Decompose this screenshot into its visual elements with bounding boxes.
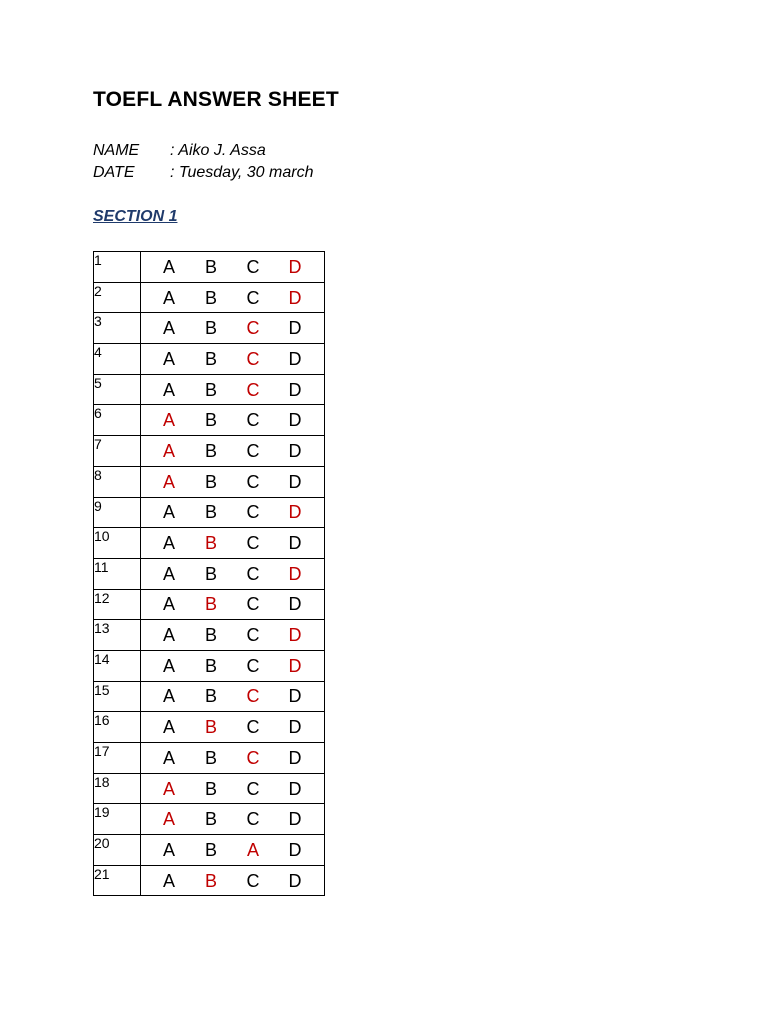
answer-row	[94, 804, 325, 835]
date-row	[93, 164, 313, 182]
answer-option: D	[288, 809, 302, 830]
name-label: NAME	[93, 142, 140, 159]
question-number: 11	[94, 558, 141, 589]
answer-option: C	[246, 440, 260, 461]
name-value: : Aiko J. Assa	[170, 142, 266, 159]
answer-row	[94, 374, 325, 405]
answer-option: D	[288, 318, 302, 339]
answer-option: B	[204, 809, 218, 830]
answer-option: A	[162, 870, 176, 891]
answer-option: A	[162, 533, 176, 554]
answer-option: D	[288, 440, 302, 461]
answer-option: B	[204, 379, 218, 400]
answer-option: D	[288, 410, 302, 431]
answer-option: C	[246, 287, 260, 308]
answer-row	[94, 835, 325, 866]
answer-option: D	[288, 870, 302, 891]
answer-option: C	[246, 717, 260, 738]
answer-option: D	[288, 778, 302, 799]
answer-row	[94, 466, 325, 497]
answer-option: D	[288, 471, 302, 492]
selected-answer-option: B	[204, 870, 218, 891]
question-number: 8	[94, 466, 141, 497]
question-number: 14	[94, 650, 141, 681]
answer-choices	[141, 313, 325, 344]
answer-option: A	[162, 655, 176, 676]
answer-option: C	[246, 533, 260, 554]
answer-option: B	[204, 287, 218, 308]
answer-option: A	[162, 563, 176, 584]
selected-answer-option: D	[288, 287, 302, 308]
selected-answer-option: C	[246, 348, 260, 369]
answer-option: D	[288, 747, 302, 768]
answer-choices	[141, 650, 325, 681]
name-row	[93, 142, 266, 160]
question-number: 6	[94, 405, 141, 436]
answer-option: A	[162, 625, 176, 646]
answer-choices	[141, 405, 325, 436]
question-number: 15	[94, 681, 141, 712]
answer-option: D	[288, 379, 302, 400]
answer-option: A	[162, 747, 176, 768]
answer-option: B	[204, 440, 218, 461]
answer-option: D	[288, 839, 302, 860]
date-label: DATE	[93, 164, 135, 181]
answer-row	[94, 528, 325, 559]
answer-option: D	[288, 686, 302, 707]
answer-option: B	[204, 502, 218, 523]
question-number: 5	[94, 374, 141, 405]
answer-option: C	[246, 502, 260, 523]
selected-answer-option: D	[288, 563, 302, 584]
answer-option: A	[162, 348, 176, 369]
answer-option: A	[162, 502, 176, 523]
answer-option: A	[162, 379, 176, 400]
selected-answer-option: D	[288, 502, 302, 523]
question-number: 2	[94, 282, 141, 313]
answer-option: C	[246, 870, 260, 891]
question-number: 16	[94, 712, 141, 743]
answer-option: C	[246, 778, 260, 799]
answer-option: D	[288, 717, 302, 738]
selected-answer-option: B	[204, 594, 218, 615]
question-number: 1	[94, 252, 141, 283]
answer-option: B	[204, 625, 218, 646]
answer-row	[94, 436, 325, 467]
answer-option: C	[246, 410, 260, 431]
selected-answer-option: C	[246, 747, 260, 768]
answer-option: C	[246, 471, 260, 492]
answer-choices	[141, 773, 325, 804]
answer-option: A	[162, 686, 176, 707]
answer-choices	[141, 497, 325, 528]
answer-option: A	[162, 256, 176, 277]
answer-choices	[141, 436, 325, 467]
answer-table-body	[94, 252, 325, 896]
question-number: 20	[94, 835, 141, 866]
question-number: 3	[94, 313, 141, 344]
answer-choices	[141, 620, 325, 651]
question-number: 10	[94, 528, 141, 559]
question-number: 18	[94, 773, 141, 804]
selected-answer-option: B	[204, 717, 218, 738]
answer-option: C	[246, 809, 260, 830]
question-number: 12	[94, 589, 141, 620]
answer-option: B	[204, 318, 218, 339]
answer-option: D	[288, 348, 302, 369]
answer-row	[94, 313, 325, 344]
selected-answer-option: A	[162, 809, 176, 830]
answer-option: B	[204, 747, 218, 768]
answer-option: A	[162, 839, 176, 860]
answer-choices	[141, 804, 325, 835]
sheet-title: TOEFL ANSWER SHEET	[93, 88, 339, 111]
selected-answer-option: C	[246, 379, 260, 400]
answer-option: C	[246, 655, 260, 676]
answer-row	[94, 773, 325, 804]
answer-row	[94, 620, 325, 651]
selected-answer-option: D	[288, 655, 302, 676]
answer-choices	[141, 282, 325, 313]
answer-option: B	[204, 471, 218, 492]
answer-option: C	[246, 594, 260, 615]
question-number: 21	[94, 865, 141, 896]
question-number: 19	[94, 804, 141, 835]
question-number: 7	[94, 436, 141, 467]
section-title: SECTION 1	[93, 208, 178, 225]
answer-option: B	[204, 839, 218, 860]
answer-option: D	[288, 533, 302, 554]
answer-row	[94, 497, 325, 528]
answer-option: A	[162, 717, 176, 738]
answer-row	[94, 344, 325, 375]
answer-choices	[141, 528, 325, 559]
question-number: 17	[94, 743, 141, 774]
answer-choices	[141, 558, 325, 589]
answer-option: B	[204, 778, 218, 799]
answer-table	[93, 251, 325, 896]
selected-answer-option: A	[162, 410, 176, 431]
date-value: : Tuesday, 30 march	[170, 164, 314, 181]
answer-option: B	[204, 410, 218, 431]
answer-row	[94, 712, 325, 743]
answer-option: C	[246, 563, 260, 584]
selected-answer-option: B	[204, 533, 218, 554]
answer-row	[94, 282, 325, 313]
selected-answer-option: D	[288, 625, 302, 646]
answer-choices	[141, 344, 325, 375]
answer-row	[94, 405, 325, 436]
answer-option: B	[204, 563, 218, 584]
answer-choices	[141, 252, 325, 283]
selected-answer-option: A	[246, 839, 260, 860]
answer-option: B	[204, 655, 218, 676]
answer-choices	[141, 743, 325, 774]
answer-option: B	[204, 686, 218, 707]
answer-row	[94, 252, 325, 283]
question-number: 13	[94, 620, 141, 651]
answer-row	[94, 650, 325, 681]
answer-choices	[141, 589, 325, 620]
answer-choices	[141, 712, 325, 743]
answer-choices	[141, 865, 325, 896]
selected-answer-option: C	[246, 318, 260, 339]
answer-choices	[141, 681, 325, 712]
selected-answer-option: C	[246, 686, 260, 707]
answer-row	[94, 558, 325, 589]
selected-answer-option: A	[162, 778, 176, 799]
answer-choices	[141, 835, 325, 866]
question-number: 9	[94, 497, 141, 528]
answer-row	[94, 589, 325, 620]
selected-answer-option: A	[162, 440, 176, 461]
answer-option: B	[204, 256, 218, 277]
selected-answer-option: D	[288, 256, 302, 277]
answer-option: C	[246, 625, 260, 646]
answer-option: C	[246, 256, 260, 277]
question-number: 4	[94, 344, 141, 375]
answer-option: B	[204, 348, 218, 369]
answer-option: A	[162, 287, 176, 308]
answer-row	[94, 743, 325, 774]
answer-choices	[141, 374, 325, 405]
answer-option: D	[288, 594, 302, 615]
answer-option: A	[162, 594, 176, 615]
answer-choices	[141, 466, 325, 497]
answer-row	[94, 865, 325, 896]
answer-row	[94, 681, 325, 712]
selected-answer-option: A	[162, 471, 176, 492]
answer-option: A	[162, 318, 176, 339]
